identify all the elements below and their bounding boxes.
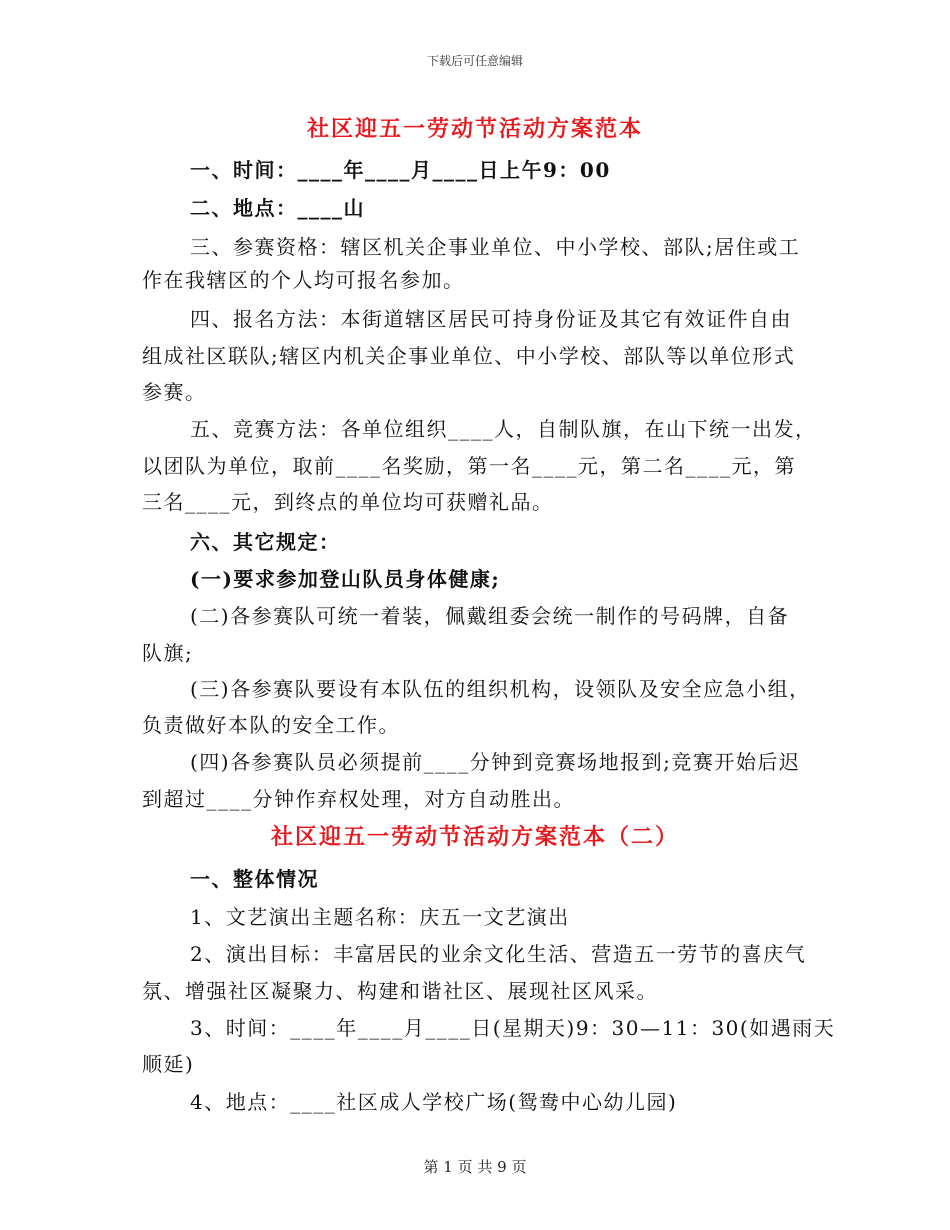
other-rules-heading: 六、其它规定： (190, 530, 341, 554)
competition-line-1: 五、竞赛方法：各单位组织____人，自制队旗，在山下统一出发， (190, 417, 817, 441)
page-footer: 第 1 页 共 9 页 (423, 1158, 527, 1176)
rule-4-line-2: 到超过____分钟作弃权处理，对方自动胜出。 (142, 787, 575, 811)
overall-heading: 一、整体情况 (190, 867, 319, 891)
item-4: 4、地点：____社区成人学校广场(鸳鸯中心幼儿园) (190, 1090, 678, 1114)
item-2-line-2: 氛、增强社区凝聚力、构建和谐社区、展现社区风采。 (142, 979, 658, 1003)
header-note: 下载后可任意编辑 (426, 54, 523, 68)
item-3-line-2: 顺延) (142, 1052, 195, 1076)
rule-3-line-1: (三)各参赛队要设有本队伍的组织机构，设领队及安全应急小组， (190, 677, 811, 701)
registration-line-2: 组成社区联队;辖区内机关企事业单位、中小学校、部队等以单位形式 (142, 344, 796, 368)
competition-line-2: 以团队为单位，取前____名奖励，第一名____元，第二名____元，第 (142, 454, 796, 478)
document-title-2: 社区迎五一劳动节活动方案范本（二） (270, 824, 679, 850)
rule-4-line-1: (四)各参赛队员必须提前____分钟到竞赛场地报到;竞赛开始后迟 (190, 750, 801, 774)
rule-2-line-2: 队旗; (142, 641, 194, 665)
item-2-line-1: 2、演出目标：丰富居民的业余文化生活、营造五一劳节的喜庆气 (190, 942, 807, 966)
rule-3-line-2: 负责做好本队的安全工作。 (142, 713, 400, 737)
item-1: 1、文艺演出主题名称：庆五一文艺演出 (190, 905, 570, 929)
rule-1: (一)要求参加登山队员身体健康; (190, 567, 501, 591)
registration-line-3: 参赛。 (142, 380, 207, 404)
competition-line-3: 三名____元，到终点的单位均可获赠礼品。 (142, 490, 554, 514)
qualification-line-1: 三、参赛资格：辖区机关企事业单位、中小学校、部队;居住或工 (190, 235, 801, 259)
document-title: 社区迎五一劳动节活动方案范本 (306, 116, 643, 142)
registration-line-1: 四、报名方法：本街道辖区居民可持身份证及其它有效证件自由 (190, 307, 792, 331)
place-line: 二、地点：____山 (190, 196, 365, 220)
item-3-line-1: 3、时间：____年____月____日(星期天)9：30—11：30(如遇雨天 (190, 1016, 836, 1040)
rule-2-line-1: (二)各参赛队可统一着装，佩戴组委会统一制作的号码牌，自备 (190, 604, 790, 628)
qualification-line-2: 作在我辖区的个人均可报名参加。 (142, 268, 465, 292)
time-line: 一、时间：____年____月____日上午9：00 (190, 158, 611, 182)
